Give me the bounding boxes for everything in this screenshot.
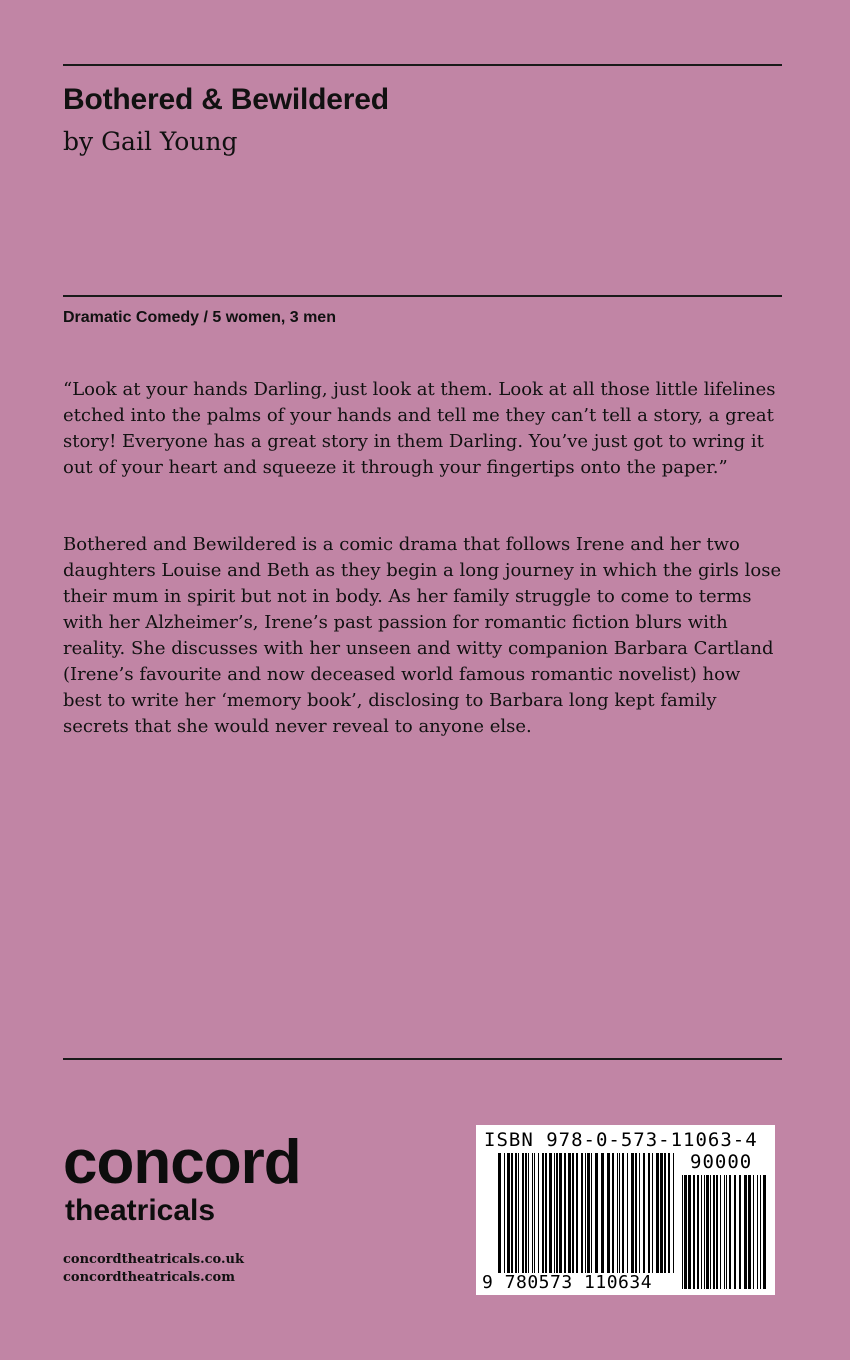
barcode-bar [622,1153,624,1273]
publisher-logo-sub: theatricals [65,1194,216,1227]
barcode-bar [581,1153,583,1273]
genre-cast-line: Dramatic Comedy / 5 women, 3 men [63,309,336,326]
barcode-bar [753,1175,754,1289]
barcode-bar [693,1175,695,1289]
barcode-bar [538,1153,539,1273]
barcode-bar [701,1175,702,1289]
barcode-bar [635,1153,637,1273]
barcode-bars-addon [682,1175,768,1289]
barcode-bar [511,1153,513,1273]
barcode-bar [748,1175,751,1289]
barcode-bar [648,1153,650,1273]
barcode-bar [720,1175,721,1289]
barcode-bar [656,1153,659,1273]
barcode-bar [534,1153,535,1273]
barcode-bar [554,1153,555,1273]
barcode-bar [734,1175,736,1289]
barcode-bar [518,1153,519,1273]
barcode-bar [607,1153,610,1273]
barcode-bar [729,1175,731,1289]
barcode-digits: 9 780573 110634 [482,1272,653,1293]
barcode-bar [706,1175,709,1289]
price-code: 90000 [690,1151,753,1173]
barcode-bar [684,1175,687,1289]
book-title: Bothered & Bewildered [63,83,389,116]
barcode-bar [507,1153,510,1273]
barcode-bar [757,1175,758,1289]
barcode-bar [525,1153,527,1273]
barcode-bar [668,1153,670,1273]
barcode-bar [739,1175,741,1289]
barcode-bar [572,1153,574,1273]
barcode-bar [673,1153,674,1273]
barcode-bar [688,1175,691,1289]
publisher-logo [63,1122,363,1252]
barcode-bar [682,1175,683,1289]
book-author: by Gail Young [63,127,238,156]
pull-quote: “Look at your hands Darling, just look at them. Look at all those little lifelines etched into the palms of your hands and tell me they can’t tell a story, a great story! Everyone has a great story in them Darling. You’ve just got to wring it out of your heart and squeeze it through your fingertips onto the paper.” [63,379,776,478]
barcode-bar [515,1153,517,1273]
barcode-bar [697,1175,699,1289]
barcode-bar [627,1153,628,1273]
barcode-bar [542,1153,544,1273]
barcode-bar [710,1175,711,1289]
barcode-bar [564,1153,566,1273]
barcode-bar [612,1153,614,1273]
barcode-bar [619,1153,620,1273]
barcode-bar [587,1153,590,1273]
barcode-bar [643,1153,645,1273]
barcode-bar [763,1175,766,1289]
barcode-bar [664,1153,666,1273]
middle-rule [63,295,782,297]
barcode-bar [760,1175,761,1289]
barcode-bar [498,1153,501,1273]
barcode-bar [652,1153,653,1273]
barcode-bar [595,1153,598,1273]
barcode-bar [559,1153,562,1273]
barcode-bar [504,1153,505,1273]
barcode-panel [476,1125,775,1295]
barcode-bar [726,1175,727,1289]
barcode-bar [744,1175,747,1289]
website-com: concordtheatricals.com [63,1270,235,1285]
website-uk: concordtheatricals.co.uk [63,1252,244,1267]
barcode-bar [601,1153,604,1273]
barcode-bar [704,1175,705,1289]
barcode-bar [716,1175,718,1289]
barcode-bar [532,1153,533,1273]
barcode-bar [576,1153,578,1273]
barcode-bar [617,1153,618,1273]
publisher-logo-main: concord [63,1128,301,1197]
barcode-bar [568,1153,571,1273]
top-rule [63,64,782,66]
barcode-bar [639,1153,640,1273]
barcode-bar [545,1153,547,1273]
bottom-rule [63,1058,782,1060]
synopsis-paragraph: Bothered and Bewildered is a comic drama that follows Irene and her two daughters Louise and Beth as they begin a long journey in which the girls lose their mum in spirit but not in body. As her family struggle to come to terms with her Alzheimer’s, Irene’s past passion for romantic fiction blurs with reality. She discusses with her unseen and witty companion Barbara Cartland (Irene’s favourite and now deceased world famous romantic novelist) how best to write her ‘memory book’, disclosing to Barbara long kept family secrets that she would never reveal to anyone else. [63,534,782,737]
isbn-label: ISBN 978-0-573-11063-4 [484,1129,758,1151]
barcode-bar [556,1153,558,1273]
barcode-bar [528,1153,529,1273]
barcode-bar [631,1153,634,1273]
barcode-bar [522,1153,524,1273]
barcode-bar [585,1153,586,1273]
barcode-bar [713,1175,715,1289]
barcode-bars-main [498,1153,674,1273]
barcode-bar [660,1153,663,1273]
barcode-bar [724,1175,725,1289]
barcode-bar [591,1153,592,1273]
barcode-bar [549,1153,552,1273]
